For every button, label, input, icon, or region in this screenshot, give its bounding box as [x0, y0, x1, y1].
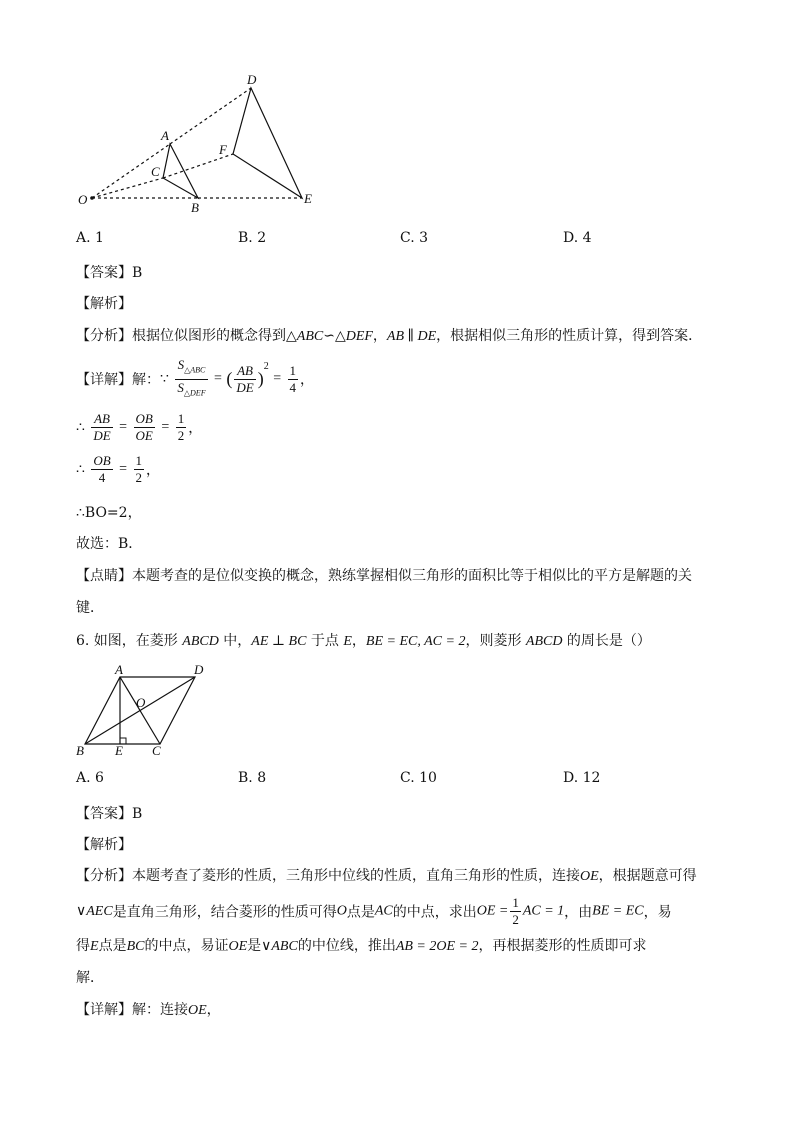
- den-4: 4: [98, 470, 106, 485]
- s-symbol-def: S: [177, 379, 184, 395]
- label-a: A: [161, 128, 169, 143]
- label-b-2: B: [76, 743, 84, 758]
- q6-analysis-tag: 【解析】: [76, 837, 132, 853]
- equals-3: =: [119, 419, 128, 435]
- triangle-aec: ∨AEC: [76, 904, 113, 919]
- equals-1: =: [214, 371, 222, 387]
- label-o: O: [78, 192, 88, 207]
- q5-detail-line-3: [76, 453, 160, 486]
- parallel-ab-de: AB ∥ DE: [386, 329, 437, 344]
- ae-perp-bc: AE ⊥ BC: [251, 634, 307, 649]
- q6-option-b: B. 8: [238, 770, 267, 786]
- because-symbol: ∵: [160, 371, 169, 388]
- fx3-f: ，再根据菱形的性质即可求: [478, 938, 647, 954]
- q5-option-a: A. 1: [76, 230, 104, 246]
- q5-option-b: B. 2: [238, 230, 267, 246]
- fx3-c: 的中点，易证: [144, 938, 229, 954]
- q5-analysis-tag: 【解析】: [76, 296, 132, 312]
- den-de: DE: [93, 428, 111, 443]
- dashed-line-ad: [170, 88, 251, 144]
- label-o-2: O: [136, 695, 146, 710]
- equals-2: =: [273, 371, 282, 387]
- q6-option-d: D. 12: [563, 770, 601, 786]
- frac-den-de: DE: [236, 379, 254, 395]
- fenxi-text-1: 根据位似图形的概念得到: [132, 328, 286, 344]
- triangle-abc: [163, 144, 198, 198]
- frac-num-ab: AB: [234, 363, 255, 380]
- num-1: 1: [177, 411, 185, 426]
- q6-fenxi-1: [76, 865, 697, 885]
- label-d-2: D: [194, 662, 204, 677]
- num-ob-2: OB: [93, 453, 111, 468]
- dashed-line-cf: [163, 154, 233, 178]
- q5-fenxi: [76, 325, 702, 345]
- ac-equals-1: AC = 1: [522, 903, 565, 919]
- q5-option-c: C. 3: [400, 230, 429, 246]
- frac-den-4: 4: [289, 379, 297, 395]
- triangle-abc-text: ∨ABC: [261, 939, 298, 954]
- ob-oe-fraction: [134, 411, 155, 444]
- therefore-2: ∴: [76, 461, 85, 478]
- triangle-def: [233, 88, 302, 198]
- left-paren: (: [226, 368, 233, 389]
- fenxi-sep: ，: [372, 328, 387, 344]
- fx3-d: 是: [247, 938, 262, 954]
- q6-fenxi-3: [76, 935, 647, 955]
- one-half-fraction: [176, 411, 187, 444]
- comma-2: ，: [188, 420, 203, 437]
- label-b: B: [191, 200, 199, 215]
- q6-option-c: C. 10: [400, 770, 437, 786]
- half-fraction: [510, 895, 521, 928]
- num-ab: AB: [91, 411, 112, 428]
- den-2: 2: [177, 428, 185, 443]
- right-paren: ): [257, 368, 264, 389]
- fx3-b: 点是: [98, 938, 127, 954]
- square-exponent: 2: [263, 361, 269, 373]
- q6-fenxi-label: 【分析】: [76, 868, 132, 884]
- oe-2: OE: [228, 939, 248, 954]
- ab-de-fraction-2: [91, 411, 112, 444]
- stem-mid-1: 中，: [218, 633, 252, 649]
- fenxi-text-2: ，根据相似三角形的性质计算，得到答案．: [436, 328, 703, 344]
- q6-option-a: A. 6: [76, 770, 104, 786]
- segment-ac: AC: [374, 903, 393, 919]
- label-e: E: [304, 191, 312, 206]
- detail-label: 【详解】解：: [76, 372, 160, 389]
- point-o: [90, 196, 94, 200]
- stem-mid-4: ，则菱形: [465, 633, 526, 649]
- q6-answer: 【答案】B: [76, 806, 143, 822]
- oe-equals: OE =: [476, 903, 509, 919]
- point-e-2: E: [90, 939, 99, 954]
- q5-comment-1: [76, 565, 692, 585]
- half-num: 1: [512, 895, 519, 910]
- stem-end: 的周长是（）: [562, 633, 651, 649]
- point-e-text: E: [343, 634, 352, 649]
- equals-5: =: [119, 461, 128, 477]
- q5-comment-2: 键．: [76, 600, 104, 616]
- fx2-e: ，易: [643, 904, 672, 921]
- homothety-figure: [70, 68, 330, 218]
- label-c-2: C: [152, 743, 161, 758]
- fx1-a: 本题考查了菱形的性质，三角形中位线的性质，直角三角形的性质，连接: [132, 868, 580, 884]
- stem-mid-2: 于点: [306, 633, 344, 649]
- q6-detail-end: ，: [206, 1002, 221, 1018]
- ob-4-fraction: [91, 453, 112, 486]
- comment-label: 【点睛】: [76, 568, 132, 584]
- s-symbol-abc: S: [177, 357, 185, 372]
- label-e-2: E: [115, 743, 123, 758]
- label-d: D: [247, 72, 257, 87]
- comment-text-1: 本题考查的是位似变换的概念，熟练掌握相似三角形的面积比等于相似比的平方是解题的关: [132, 568, 692, 584]
- half-den: 2: [512, 912, 519, 927]
- fx2-c: 的中点，求出: [392, 904, 477, 921]
- label-f: F: [219, 142, 227, 157]
- q5-detail-line-2: [76, 411, 202, 444]
- q6-fenxi-4: 解．: [76, 970, 104, 986]
- q5-detail-line-1: [76, 357, 314, 401]
- num-ob: OB: [135, 411, 153, 426]
- q5-option-d: D. 4: [563, 230, 592, 246]
- condition: BE = EC, AC = 2: [365, 634, 466, 649]
- fx2-a: 是直角三角形，结合菱形的性质可得: [112, 904, 337, 921]
- rhombus-abcd-2: ABCD: [525, 634, 563, 649]
- therefore-1: ∴: [76, 419, 85, 436]
- q5-bo-line: ∴BO=2，: [76, 505, 142, 521]
- ab-equals: AB = 2OE = 2: [395, 939, 479, 954]
- similar-triangles: △ABC∽△DEF: [286, 329, 373, 344]
- fx2-d: ，由: [564, 904, 593, 921]
- comma-3: ，: [146, 462, 161, 479]
- s-sub-abc: △ABC: [184, 365, 206, 375]
- oe-3: OE: [188, 1003, 207, 1018]
- den-2-b: 2: [135, 470, 143, 485]
- ab-de-fraction: [234, 363, 255, 396]
- fx3-a: 得: [76, 938, 90, 954]
- q6-fenxi-2: [76, 895, 672, 928]
- one-half-fraction-2: [134, 453, 145, 486]
- be-equals-ec: BE = EC: [592, 903, 644, 919]
- frac-num-1: 1: [289, 362, 297, 378]
- area-ratio-fraction: [175, 357, 207, 401]
- s-sub-def: △DEF: [183, 388, 206, 398]
- den-oe: OE: [135, 428, 153, 443]
- fx2-b: 点是: [346, 904, 375, 921]
- q6-detail-label: 【详解】解：连接: [76, 1002, 188, 1018]
- stem-mid-3: ，: [351, 633, 366, 649]
- oe-1: OE: [580, 869, 599, 884]
- label-c: C: [151, 164, 160, 179]
- label-a-2: A: [115, 662, 123, 677]
- diagonal-bd: [85, 677, 195, 744]
- num-1-b: 1: [135, 453, 143, 468]
- rhombus-abcd-1: ABCD: [182, 634, 219, 649]
- q5-choose: 故选：B．: [76, 536, 143, 552]
- fenxi-label: 【分析】: [76, 328, 132, 344]
- one-quarter-fraction: [288, 363, 299, 396]
- comma-1: ，: [300, 372, 315, 389]
- q6-stem: [76, 630, 651, 650]
- point-o-text: O: [336, 903, 347, 919]
- fx3-e: 的中位线，推出: [297, 938, 396, 954]
- dashed-line-oc: [92, 178, 163, 198]
- stem-prefix: 6. 如图，在菱形: [76, 633, 183, 649]
- equals-4: =: [161, 419, 170, 435]
- q6-detail: [76, 999, 221, 1019]
- rhombus-figure: [70, 660, 220, 760]
- segment-bc: BC: [126, 939, 145, 954]
- q5-answer: 【答案】B: [76, 265, 143, 281]
- fx1-b: ，根据题意可得: [598, 868, 697, 884]
